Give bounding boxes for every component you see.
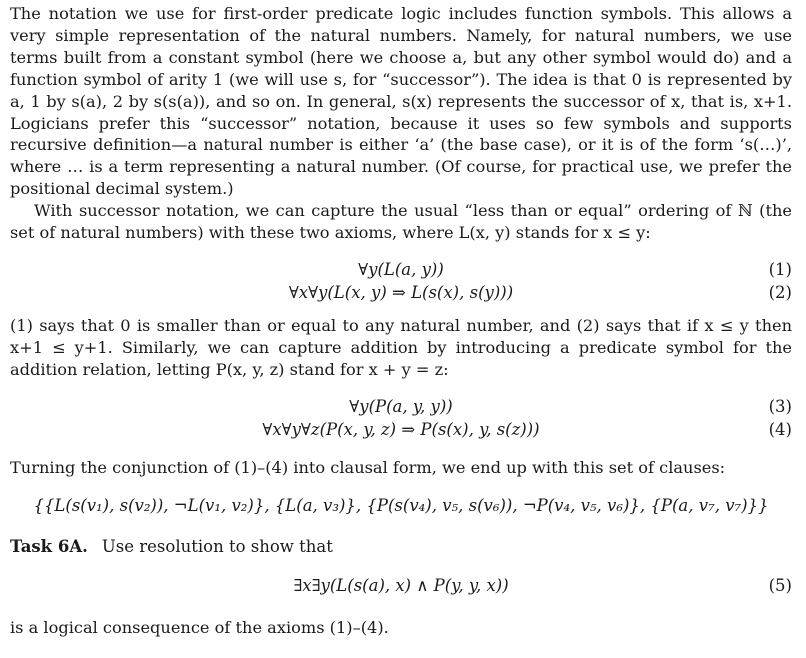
equation-2-formula: ∀x∀y(L(x, y) ⇒ L(s(x), s(y))) bbox=[288, 282, 514, 302]
equation-3-number: (3) bbox=[768, 396, 792, 416]
equation-2-number: (2) bbox=[768, 282, 792, 302]
goal-block bbox=[10, 574, 792, 597]
conclusion-paragraph: is a logical consequence of the axioms (1)–(4). bbox=[10, 617, 389, 637]
equation-3-formula: ∀y(P(a, y, y)) bbox=[349, 396, 453, 416]
equation-3 bbox=[10, 395, 792, 418]
equation-4-formula: ∀x∀y∀z(P(x, y, z) ⇒ P(s(x), y, s(z))) bbox=[262, 419, 540, 439]
equation-4-number: (4) bbox=[768, 419, 792, 439]
equation-1-number: (1) bbox=[768, 259, 792, 279]
task-label: Task 6A. bbox=[10, 536, 88, 556]
equation-5-formula: ∃x∃y(L(s(a), x) ∧ P(y, y, x)) bbox=[293, 575, 509, 595]
clausal-form-paragraph: Turning the conjunction of (1)–(4) into clausal form, we end up with this set of clauses: bbox=[10, 457, 726, 477]
equation-2 bbox=[10, 281, 792, 304]
equation-5-number: (5) bbox=[768, 575, 792, 595]
clause-set: {{L(s(v₁), s(v₂)), ¬L(v₁, v₂)}, {L(a, v₃)}, {P(s(v₄), v₅, s(v₆)), ¬P(v₄, v₅, v₆)}, {P(a, v₇, v₇)}} bbox=[33, 495, 769, 515]
equation-5 bbox=[10, 574, 792, 597]
equation-4 bbox=[10, 418, 792, 441]
equation-1 bbox=[10, 258, 792, 281]
explanation-paragraph: (1) says that 0 is smaller than or equal to any natural number, and (2) says that if x ≤ y then x+1 ≤ y+1. Similarly, we can capture addition by introducing a predicate symbol for the addition relation, letting P(x, y, z) stand for x + y = z: bbox=[10, 315, 792, 379]
intro-paragraph-1: The notation we use for first-order predicate logic includes function symbols. This allows a very simple representation of the natural numbers. Namely, for natural numbers, we use terms built from a constant symbol (here we choose a, but any other symbol would do) and a function symbol of arity 1 (we will use s, for “successor”). The idea is that 0 is represented by a, 1 by s(a), 2 by s(s(a)), and so on. In general, s(x) represents the successor of x, that is, x+1. Logicians prefer this “successor” notation, because it uses so few symbols and supports recursive definition—a natural number is either ‘a’ (the base case), or it is of the form ‘s(…)’, where … is a term representing a natural number. (Of course, for practical use, we prefer the positional decimal system.) bbox=[10, 4, 792, 199]
axioms-addition bbox=[10, 395, 792, 441]
equation-1-formula: ∀y(L(a, y)) bbox=[358, 259, 444, 279]
task-text: Use resolution to show that bbox=[101, 536, 333, 556]
task-statement bbox=[10, 536, 792, 558]
axioms-less-equal bbox=[10, 258, 792, 304]
intro-paragraph-2: With successor notation, we can capture the usual “less than or equal” ordering of ℕ (the set of natural numbers) with these two axioms, where L(x, y) stands for x ≤ y: bbox=[10, 201, 792, 243]
